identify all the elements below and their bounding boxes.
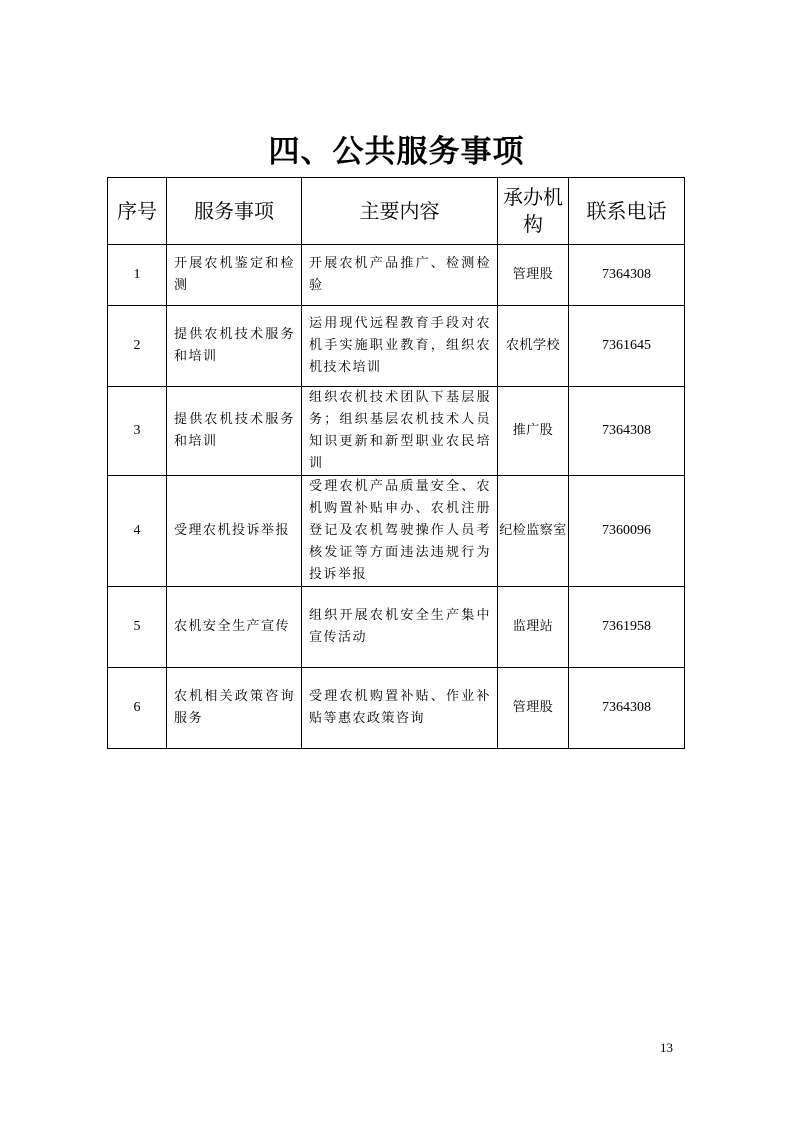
table-row bbox=[108, 387, 685, 476]
row-phone: 7364308 bbox=[569, 668, 685, 749]
row-org: 监理站 bbox=[498, 587, 569, 668]
row-org: 推广股 bbox=[498, 387, 569, 476]
table-row bbox=[108, 587, 685, 668]
row-org: 管理股 bbox=[498, 245, 569, 306]
row-org: 农机学校 bbox=[498, 306, 569, 387]
row-seq: 1 bbox=[108, 245, 167, 306]
header-content: 主要内容 bbox=[302, 178, 498, 245]
header-org: 承办机构 bbox=[498, 178, 569, 245]
row-seq: 2 bbox=[108, 306, 167, 387]
row-item: 开展农机鉴定和检测 bbox=[167, 245, 302, 306]
row-item: 受理农机投诉举报 bbox=[167, 476, 302, 587]
table-row bbox=[108, 306, 685, 387]
row-org: 管理股 bbox=[498, 668, 569, 749]
row-item: 农机安全生产宣传 bbox=[167, 587, 302, 668]
header-seq: 序号 bbox=[108, 178, 167, 245]
page-title: 四、公共服务事项 bbox=[268, 134, 525, 170]
row-seq: 3 bbox=[108, 387, 167, 476]
row-content: 受理农机产品质量安全、农机购置补贴申办、农机注册登记及农机驾驶操作人员考核发证等方面违法违规行为投诉举报 bbox=[302, 476, 498, 587]
row-content: 受理农机购置补贴、作业补贴等惠农政策咨询 bbox=[302, 668, 498, 749]
row-phone: 7364308 bbox=[569, 245, 685, 306]
row-phone: 7361958 bbox=[569, 587, 685, 668]
header-item: 服务事项 bbox=[167, 178, 302, 245]
row-seq: 6 bbox=[108, 668, 167, 749]
row-item: 提供农机技术服务和培训 bbox=[167, 306, 302, 387]
page-number: 13 bbox=[660, 1040, 673, 1055]
row-seq: 4 bbox=[108, 476, 167, 587]
row-org: 纪检监察室 bbox=[498, 476, 569, 587]
table-row bbox=[108, 476, 685, 587]
header-phone: 联系电话 bbox=[569, 178, 685, 245]
public-service-table bbox=[107, 177, 685, 749]
row-seq: 5 bbox=[108, 587, 167, 668]
row-phone: 7360096 bbox=[569, 476, 685, 587]
table-header-row bbox=[108, 178, 685, 245]
table-row bbox=[108, 245, 685, 306]
row-item: 农机相关政策咨询服务 bbox=[167, 668, 302, 749]
row-content: 开展农机产品推广、检测检验 bbox=[302, 245, 498, 306]
row-phone: 7364308 bbox=[569, 387, 685, 476]
table-row bbox=[108, 668, 685, 749]
row-phone: 7361645 bbox=[569, 306, 685, 387]
row-item: 提供农机技术服务和培训 bbox=[167, 387, 302, 476]
row-content: 组织农机技术团队下基层服务；组织基层农机技术人员知识更新和新型职业农民培训 bbox=[302, 387, 498, 476]
row-content: 运用现代远程教育手段对农机手实施职业教育，组织农机技术培训 bbox=[302, 306, 498, 387]
row-content: 组织开展农机安全生产集中宣传活动 bbox=[302, 587, 498, 668]
